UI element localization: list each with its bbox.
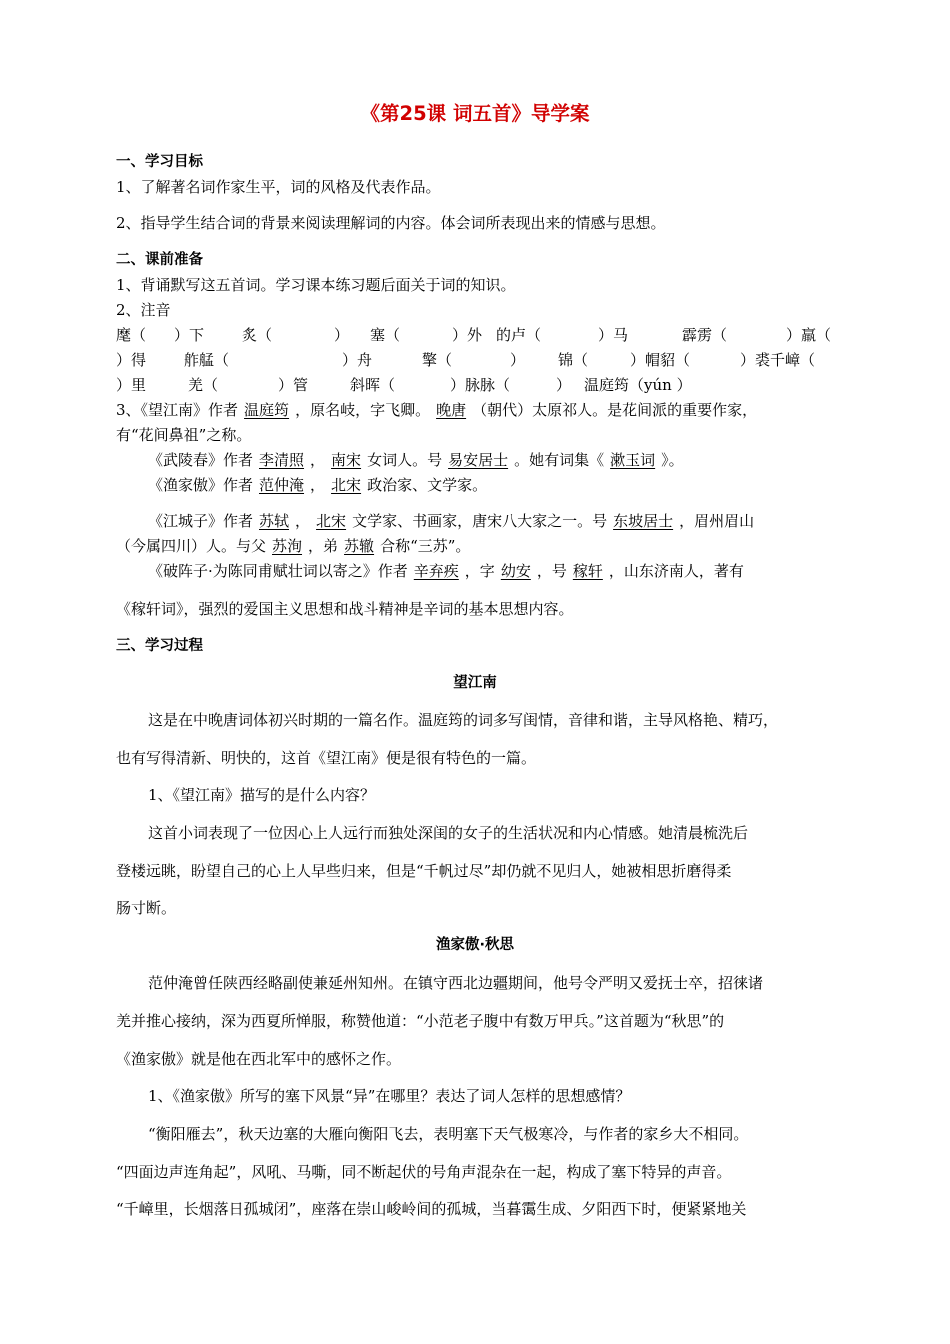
- answer-blank: 南宋: [331, 451, 362, 469]
- answer-blank: 李清照: [259, 451, 305, 469]
- author-line-jiangchengzi: 《江城子》作者 苏轼 ， 北宋 文学家、书画家，唐宋八大家之一。号 东坡居士 ，眉州眉山: [148, 512, 755, 530]
- answer-blank: 苏洵: [272, 537, 303, 555]
- section-heading-goals: 一、学习目标: [116, 154, 203, 170]
- pinyin-cell: ）管: [278, 376, 309, 394]
- author-line-pozhenzi-2: 《稼轩词》，强烈的爱国主义思想和战斗精神是辛词的基本思想内容。: [116, 600, 574, 618]
- answer-blank: 晚唐: [436, 401, 467, 419]
- answer-blank: 漱玉词: [610, 451, 656, 469]
- author-line-pozhenzi: 《破阵子·为陈同甫赋壮词以寄之》作者 辛弃疾 ，字 幼安 ，号 稼轩 ，山东济南人，著有: [148, 562, 744, 580]
- answer-blank: 东坡居士: [613, 512, 674, 530]
- pinyin-cell: ）: [510, 351, 526, 369]
- paragraph-line: 登楼远眺，盼望自己的心上人早些归来，但是“千帆过尽”却仍就不见归人，她被相思折磨得柔: [116, 862, 732, 880]
- pinyin-cell: ）羸（: [786, 326, 832, 344]
- question-wangjiangnan-1: 1、《望江南》描写的是什么内容？: [148, 786, 376, 804]
- paragraph-line: 羌并推心接纳，深为西夏所惮服，称赞他道：“小范老子腹中有数万甲兵。”这首题为“秋思”的: [116, 1012, 725, 1030]
- section-heading-preparation: 二、课前准备: [116, 252, 203, 268]
- pinyin-cell: 擎（: [422, 351, 453, 369]
- answer-blank: 苏辙: [344, 537, 375, 555]
- author-line-wulingchun: 《武陵春》作者 李清照 ， 南宋 女词人。号 易安居士 。她有词集《 漱玉词 》。: [148, 451, 684, 469]
- paragraph-line: 这是在中晚唐词体初兴时期的一篇名作。温庭筠的词多写闺情，音律和谐，主导风格艳、精巧，: [148, 711, 779, 729]
- pinyin-cell: 的卢（: [496, 326, 542, 344]
- author-line-jiangchengzi-2: （今属四川）人。与父 苏洵 ，弟 苏辙 合称“三苏”。: [116, 537, 471, 555]
- poem-title-wangjiangnan: 望江南: [453, 675, 497, 691]
- paragraph-line: 《渔家傲》就是他在西北军中的感怀之作。: [116, 1050, 402, 1068]
- prep-item-1: 1、背诵默写这五首词。学习课本练习题后面关于词的知识。: [116, 276, 516, 294]
- answer-blank: 稼轩: [572, 562, 603, 580]
- answer-blank: 北宋: [316, 512, 347, 530]
- answer-blank: 辛弃疾: [413, 562, 459, 580]
- paragraph-line: “千嶂里，长烟落日孤城闭”，座落在崇山峻岭间的孤城，当暮霭生成、夕阳西下时，便紧紧地关: [116, 1200, 747, 1218]
- pinyin-cell: 霹雳（: [682, 326, 728, 344]
- question-yujiaao-1: 1、《渔家傲》所写的塞下风景“异”在哪里？表达了词人怎样的思想感情？: [148, 1087, 631, 1105]
- paragraph-line: “四面边声连角起”，风吼、马嘶，同不断起伏的号角声混杂在一起，构成了塞下特异的声音。: [116, 1163, 732, 1181]
- author-line-wangjiangnan: 3、《望江南》作者 温庭筠 ，原名岐，字飞卿。 晚唐 （朝代）太原祁人。是花间派的重要作家，: [116, 401, 758, 419]
- pinyin-cell: 锦（: [558, 351, 589, 369]
- pinyin-row-1: [116, 325, 836, 345]
- pinyin-cell: ）下: [174, 326, 205, 344]
- answer-blank: 幼安: [500, 562, 531, 580]
- paragraph-line: 肠寸断。: [116, 899, 177, 917]
- pinyin-cell: 羌（: [188, 376, 219, 394]
- paragraph-line: 范仲淹曾任陕西经略副使兼延州知州。在镇守西北边疆期间，他号令严明又爱抚士卒，招徕诸: [148, 974, 764, 992]
- author-line-wangjiangnan-2: 有“花间鼻祖”之称。: [116, 426, 252, 444]
- answer-blank: 易安居士: [448, 451, 509, 469]
- pinyin-cell: ）舟: [342, 351, 373, 369]
- pinyin-cell: ）马: [598, 326, 629, 344]
- pinyin-cell: ）裘千嶂（: [740, 351, 816, 369]
- goal-item-2: 2、指导学生结合词的背景来阅读理解词的内容。体会词所表现出来的情感与思想。: [116, 214, 666, 232]
- pinyin-cell: ）脉脉（: [450, 376, 511, 394]
- prep-item-2: 2、注音: [116, 301, 171, 319]
- pinyin-cell: 温庭筠（yún ）: [584, 376, 692, 394]
- pinyin-cell: 炙（: [242, 326, 273, 344]
- section-heading-process: 三、学习过程: [116, 638, 203, 654]
- answer-blank: 北宋: [331, 476, 362, 494]
- pinyin-cell: ）里: [116, 376, 147, 394]
- answer-blank: 范仲淹: [259, 476, 305, 494]
- paragraph-line: 这首小词表现了一位因心上人远行而独处深闺的女子的生活状况和内心情感。她清晨梳洗后: [148, 824, 749, 842]
- author-line-yujiaao: 《渔家傲》作者 范仲淹 ， 北宋 政治家、文学家。: [148, 476, 488, 494]
- paragraph-line: 也有写得清新、明快的，这首《望江南》便是很有特色的一篇。: [116, 749, 537, 767]
- answer-blank: 苏轼: [259, 512, 290, 530]
- pinyin-cell: 塞（: [370, 326, 401, 344]
- pinyin-cell: 舴艋（: [184, 351, 230, 369]
- goal-item-1: 1、了解著名词作家生平，词的风格及代表作品。: [116, 178, 441, 196]
- pinyin-cell: 麾（: [116, 326, 147, 344]
- pinyin-cell: ）: [556, 376, 572, 394]
- pinyin-cell: ）: [334, 326, 350, 344]
- pinyin-cell: ）帽貂（: [630, 351, 691, 369]
- pinyin-cell: 斜晖（: [350, 376, 396, 394]
- poem-title-yujiaao: 渔家傲·秋思: [435, 937, 514, 953]
- pinyin-row-3: [116, 375, 836, 395]
- pinyin-cell: ）外: [452, 326, 483, 344]
- paragraph-line: “衡阳雁去”，秋天边塞的大雁向衡阳飞去，表明塞下天气极寒冷，与作者的家乡大不相同。: [148, 1125, 749, 1143]
- pinyin-row-2: [116, 350, 836, 370]
- pinyin-cell: ）得: [116, 351, 147, 369]
- answer-blank: 温庭筠: [244, 401, 290, 419]
- page-title: 《第25课 词五首》导学案: [360, 102, 590, 125]
